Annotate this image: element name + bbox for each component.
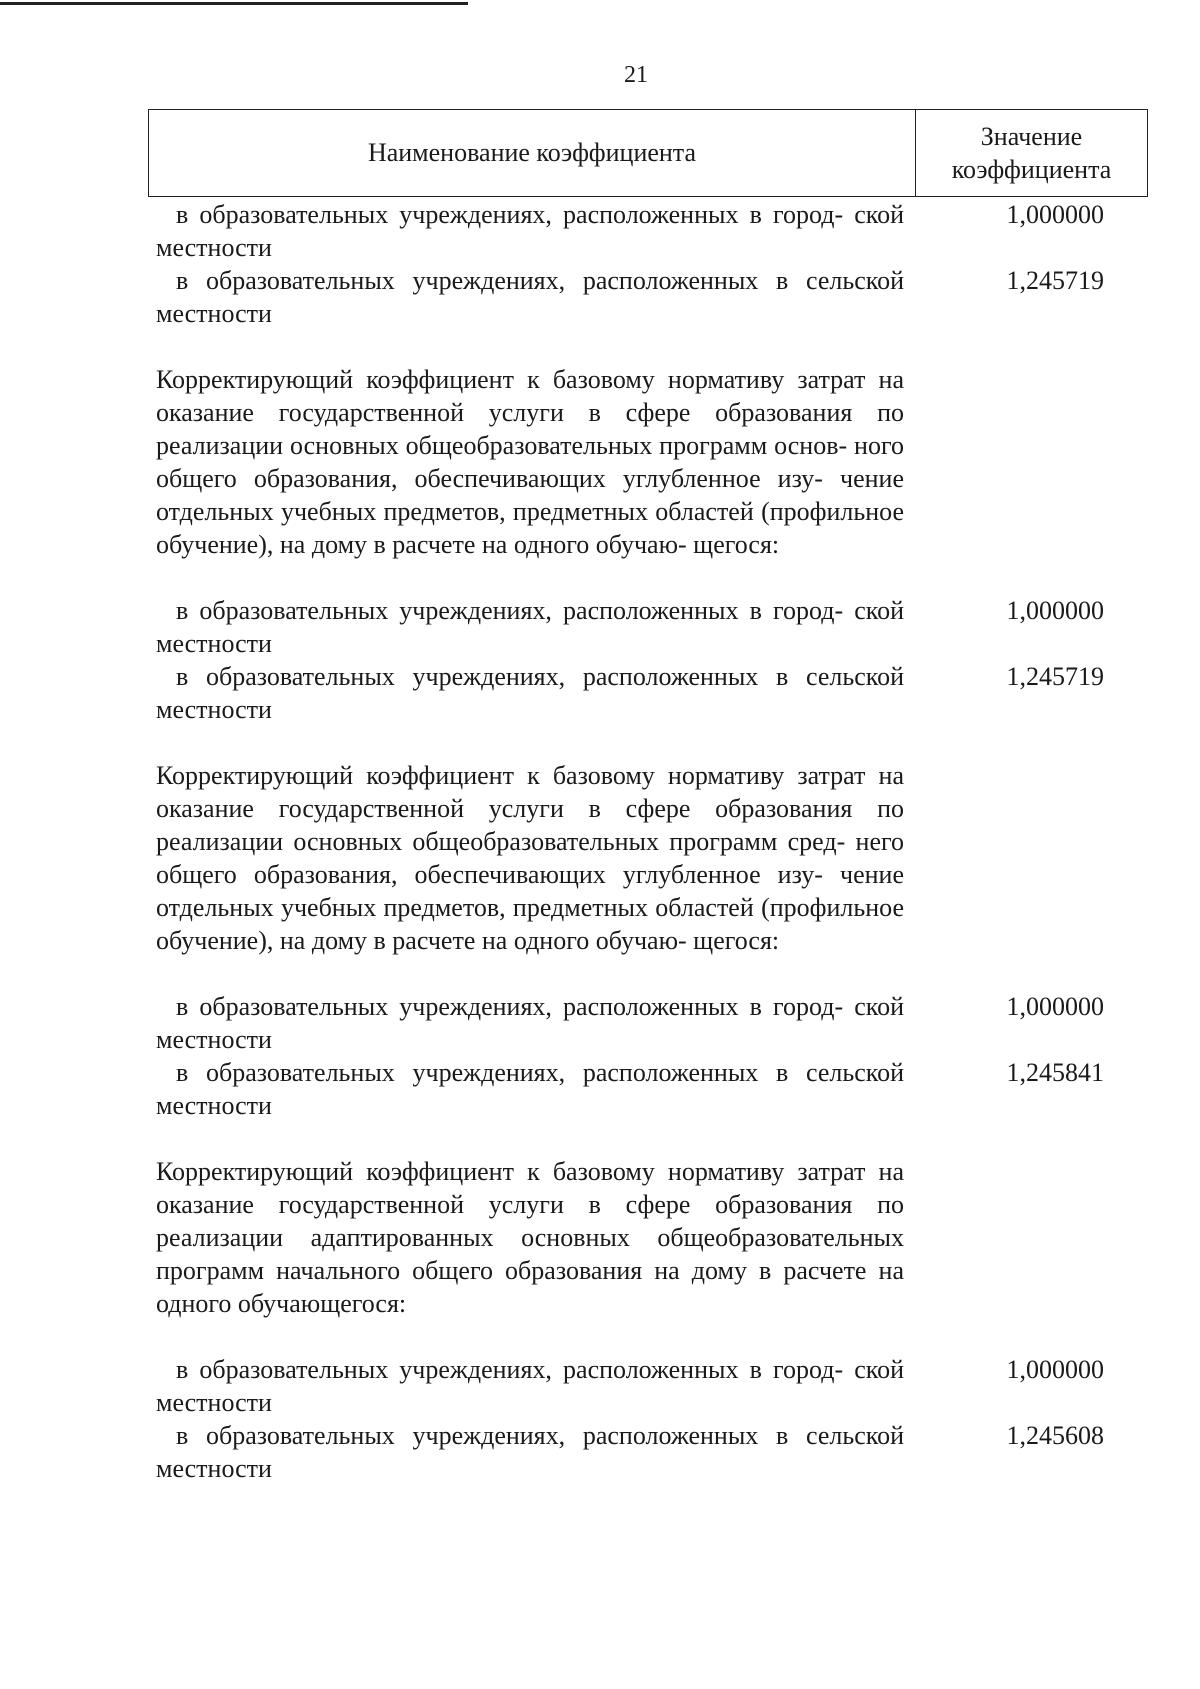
row-name: в образовательных учреждениях, расположенных в город- ской местности	[156, 1355, 904, 1417]
header-value-line2: коэффициента	[951, 155, 1112, 184]
row-name: в образовательных учреждениях, расположенных в город- ской местности	[156, 596, 904, 658]
row-value: 1,245719	[1006, 662, 1104, 691]
row-name: в образовательных учреждениях, расположенных в сельской местности	[156, 266, 904, 328]
header-name-column: Наименование коэффициента	[149, 110, 916, 196]
row-value: 1,000000	[1006, 200, 1104, 229]
row-value: 1,000000	[1006, 992, 1104, 1021]
top-rule	[0, 2, 468, 5]
row-name: в образовательных учреждениях, расположенных в город- ской местности	[156, 200, 904, 262]
row-value: 1,245719	[1006, 266, 1104, 295]
coefficient-row	[156, 1056, 1156, 1122]
row-name: в образовательных учреждениях, расположенных в сельской местности	[156, 662, 904, 724]
header-value-column	[916, 110, 1147, 196]
coefficient-row	[156, 594, 1156, 660]
section-heading: Корректирующий коэффициент к базовому нормативу затрат на оказание государственной услуги в сфере образования по реализации основных общеобразовательных программ основ- ного общего образования, обеспечивающих углубленное изу- чение отдельных учебных предметов, предметных областей (профильное обучение), на дому в расчете на одного обучаю- щегося:	[156, 365, 904, 559]
coefficient-row	[156, 660, 1156, 726]
section-heading: Корректирующий коэффициент к базовому нормативу затрат на оказание государственной услуги в сфере образования по реализации адаптированных основных общеобразовательных программ начального общего образования на дому в расчете на одного обучающегося:	[156, 1157, 904, 1318]
row-value: 1,245608	[1006, 1421, 1104, 1450]
coefficient-list	[156, 198, 1156, 1485]
row-value: 1,000000	[1006, 596, 1104, 625]
coefficient-row	[156, 198, 1156, 264]
coefficient-row	[156, 1419, 1156, 1485]
header-value-line1: Значение	[980, 122, 1083, 151]
row-value: 1,245841	[1006, 1058, 1104, 1087]
row-name: в образовательных учреждениях, расположенных в сельской местности	[156, 1058, 904, 1120]
table-header	[148, 109, 1148, 197]
section-heading: Корректирующий коэффициент к базовому нормативу затрат на оказание государственной услуги в сфере образования по реализации основных общеобразовательных программ сред- него общего образования, обеспечивающих углубленное изу- чение отдельных учебных предметов, предметных областей (профильное обучение), на дому в расчете на одного обучаю- щегося:	[156, 761, 904, 955]
coefficient-row	[156, 264, 1156, 330]
coefficient-row	[156, 990, 1156, 1056]
row-value: 1,000000	[1006, 1355, 1104, 1384]
row-name: в образовательных учреждениях, расположенных в сельской местности	[156, 1421, 904, 1483]
coefficient-row	[156, 1353, 1156, 1419]
row-name: в образовательных учреждениях, расположенных в город- ской местности	[156, 992, 904, 1054]
page-number: 21	[624, 62, 648, 88]
